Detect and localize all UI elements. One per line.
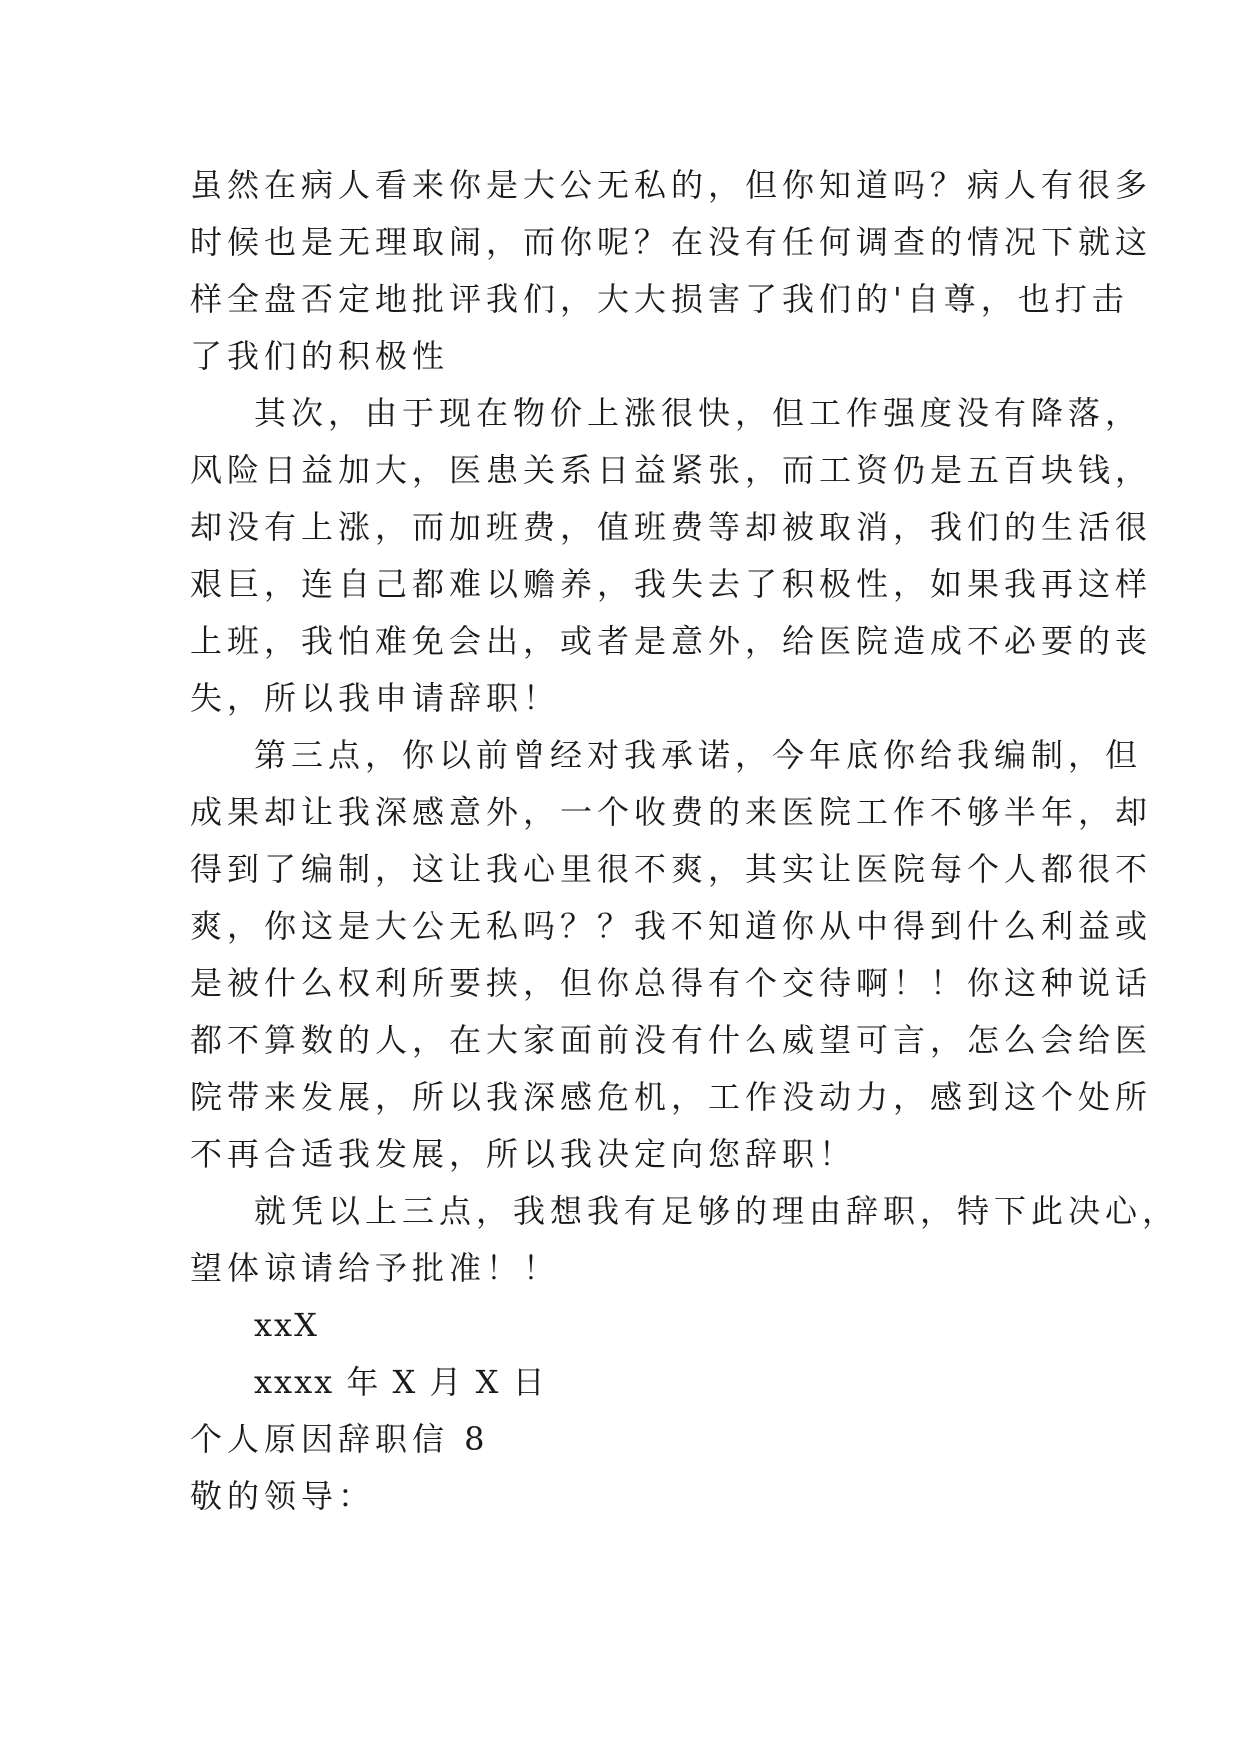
paragraph-2	[190, 385, 1153, 727]
text-line: 爽，你这是大公无私吗？？我不知道你从中得到什么利益或	[190, 907, 1153, 945]
text-line: 样全盘否定地批评我们，大大损害了我们的'自尊，也打击	[190, 280, 1129, 318]
text-line: 得到了编制，这让我心里很不爽，其实让医院每个人都很不	[190, 850, 1153, 888]
paragraph-3	[190, 727, 1153, 1183]
text-line: 就凭以上三点，我想我有足够的理由辞职，特下此决心，	[254, 1192, 1180, 1230]
next-letter-salutation: 敬的领导：	[190, 1477, 376, 1515]
text-line: 了我们的积极性	[190, 337, 450, 375]
document-body	[190, 157, 1180, 1525]
signature-name: xxX	[254, 1306, 319, 1344]
text-line: 望体谅请给予批准！！	[190, 1249, 561, 1287]
text-line: 都不算数的人，在大家面前没有什么威望可言，怎么会给医	[190, 1021, 1153, 1059]
text-line: 上班，我怕难免会出，或者是意外，给医院造成不必要的丧	[190, 622, 1153, 660]
paragraph-1	[190, 157, 1153, 385]
text-line: 是被什么权利所要挟，但你总得有个交待啊！！你这种说话	[190, 964, 1153, 1002]
text-line: 艰巨，连自己都难以赡养，我失去了积极性，如果我再这样	[190, 565, 1153, 603]
text-line: 第三点，你以前曾经对我承诺，今年底你给我编制，但	[254, 736, 1143, 774]
text-line: 成果却让我深感意外，一个收费的来医院工作不够半年，却	[190, 793, 1153, 831]
next-letter-title: 个人原因辞职信 8	[190, 1420, 490, 1458]
text-line: 其次，由于现在物价上涨很快，但工作强度没有降落，	[254, 394, 1143, 432]
text-line: 虽然在病人看来你是大公无私的，但你知道吗？病人有很多	[190, 166, 1153, 204]
text-line: 失，所以我申请辞职！	[190, 679, 561, 717]
text-line: 不再合适我发展，所以我决定向您辞职！	[190, 1135, 857, 1173]
text-line: 院带来发展，所以我深感危机，工作没动力，感到这个处所	[190, 1078, 1153, 1116]
paragraph-4	[190, 1183, 1180, 1297]
text-line: 却没有上涨，而加班费，值班费等却被取消，我们的生活很	[190, 508, 1153, 546]
text-line: 时候也是无理取闹，而你呢？在没有任何调查的情况下就这	[190, 223, 1153, 261]
signature-date: xxxx 年 X 月 X 日	[254, 1363, 547, 1401]
text-line: 风险日益加大，医患关系日益紧张，而工资仍是五百块钱，	[190, 451, 1153, 489]
